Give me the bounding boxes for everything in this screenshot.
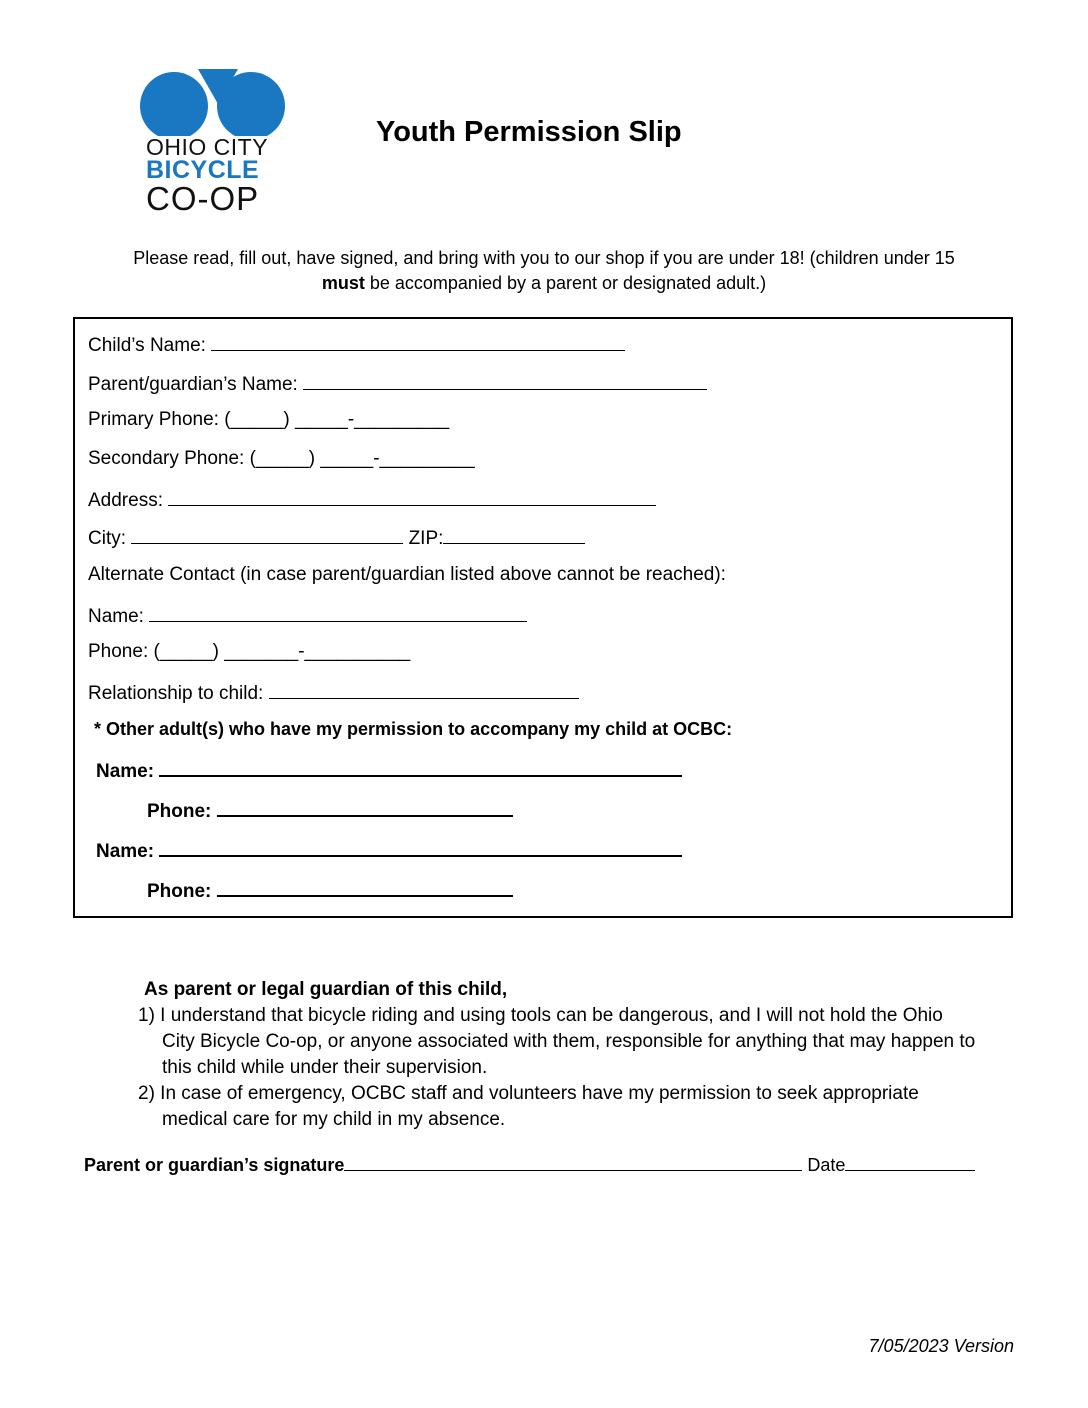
ohio-city-bicycle-coop-logo xyxy=(138,66,288,216)
alternate-contact-heading: Alternate Contact (in case parent/guardian listed above cannot be reached): xyxy=(88,564,726,585)
address-field[interactable] xyxy=(168,487,656,506)
adult2-name-row xyxy=(96,837,682,863)
logo-line-coop: CO-OP xyxy=(146,180,260,217)
logo-line-ohio-city: OHIO CITY xyxy=(146,134,269,160)
version-footer: 7/05/2023 Version xyxy=(868,1336,1014,1356)
date-field[interactable] xyxy=(845,1152,975,1171)
intro-text-bold: must xyxy=(321,273,365,293)
form-box xyxy=(73,317,1013,918)
consent-heading: As parent or legal guardian of this child, xyxy=(144,979,508,1000)
city-zip-row xyxy=(88,525,585,550)
parent-name-field[interactable] xyxy=(303,371,707,390)
zip-field[interactable] xyxy=(443,525,585,544)
adult1-name-label: Name: xyxy=(96,761,155,782)
adult2-phone-row xyxy=(147,877,513,903)
alt-name-field[interactable] xyxy=(149,603,527,622)
parent-name-row xyxy=(88,371,707,396)
adult1-phone-label: Phone: xyxy=(147,801,212,822)
adult1-name-field[interactable] xyxy=(159,757,682,777)
intro-text-end: be accompanied by a parent or designated adult.) xyxy=(364,273,767,293)
adult2-name-field[interactable] xyxy=(159,837,682,857)
child-name-row xyxy=(88,332,625,357)
consent-item-1: 1) I understand that bicycle riding and using tools can be dangerous, and I will not hold the Ohio City Bicycle Co-op, or anyone associated with them, responsible for anything that may happen to this child while under their supervision. xyxy=(138,1005,976,1078)
adult2-phone-field[interactable] xyxy=(217,877,513,897)
primary-phone-field[interactable]: Primary Phone: (_____) _____-_________ xyxy=(88,409,450,430)
logo-circles-icon xyxy=(138,66,288,136)
zip-label: ZIP: xyxy=(408,528,444,549)
child-name-label: Child’s Name: xyxy=(88,335,206,356)
city-label: City: xyxy=(88,528,126,549)
other-adults-heading: * Other adult(s) who have my permission to accompany my child at OCBC: xyxy=(94,719,733,739)
consent-section xyxy=(138,977,978,1133)
parent-name-label: Parent/guardian’s Name: xyxy=(88,374,298,395)
secondary-phone-field[interactable]: Secondary Phone: (_____) _____-_________ xyxy=(88,448,475,469)
alt-name-label: Name: xyxy=(88,606,144,627)
adult1-phone-row xyxy=(147,797,513,823)
consent-item-2: 2) In case of emergency, OCBC staff and volunteers have my permission to seek appropriate medical care for my child in my absence. xyxy=(138,1083,919,1130)
intro-instructions xyxy=(110,246,978,296)
logo-line-bicycle: BICYCLE xyxy=(146,156,260,184)
page-title: Youth Permission Slip xyxy=(376,116,682,148)
alt-phone-field[interactable]: Phone: (_____) _______-__________ xyxy=(88,641,411,662)
city-field[interactable] xyxy=(131,525,403,544)
alt-name-row xyxy=(88,603,527,628)
relationship-label: Relationship to child: xyxy=(88,683,264,704)
date-label: Date xyxy=(807,1155,846,1175)
relationship-row xyxy=(88,680,579,705)
relationship-field[interactable] xyxy=(269,680,579,699)
adult1-phone-field[interactable] xyxy=(217,797,513,817)
signature-label: Parent or guardian’s signature xyxy=(84,1155,345,1175)
signature-field[interactable] xyxy=(344,1152,802,1171)
address-label: Address: xyxy=(88,490,163,511)
adult2-phone-label: Phone: xyxy=(147,881,212,902)
adult1-name-row xyxy=(96,757,682,783)
intro-text-start: Please read, fill out, have signed, and bring with you to our shop if you are under 18! (children under 15 xyxy=(133,248,955,268)
address-row xyxy=(88,487,656,512)
signature-row xyxy=(84,1152,975,1176)
child-name-field[interactable] xyxy=(211,332,625,351)
adult2-name-label: Name: xyxy=(96,841,155,862)
